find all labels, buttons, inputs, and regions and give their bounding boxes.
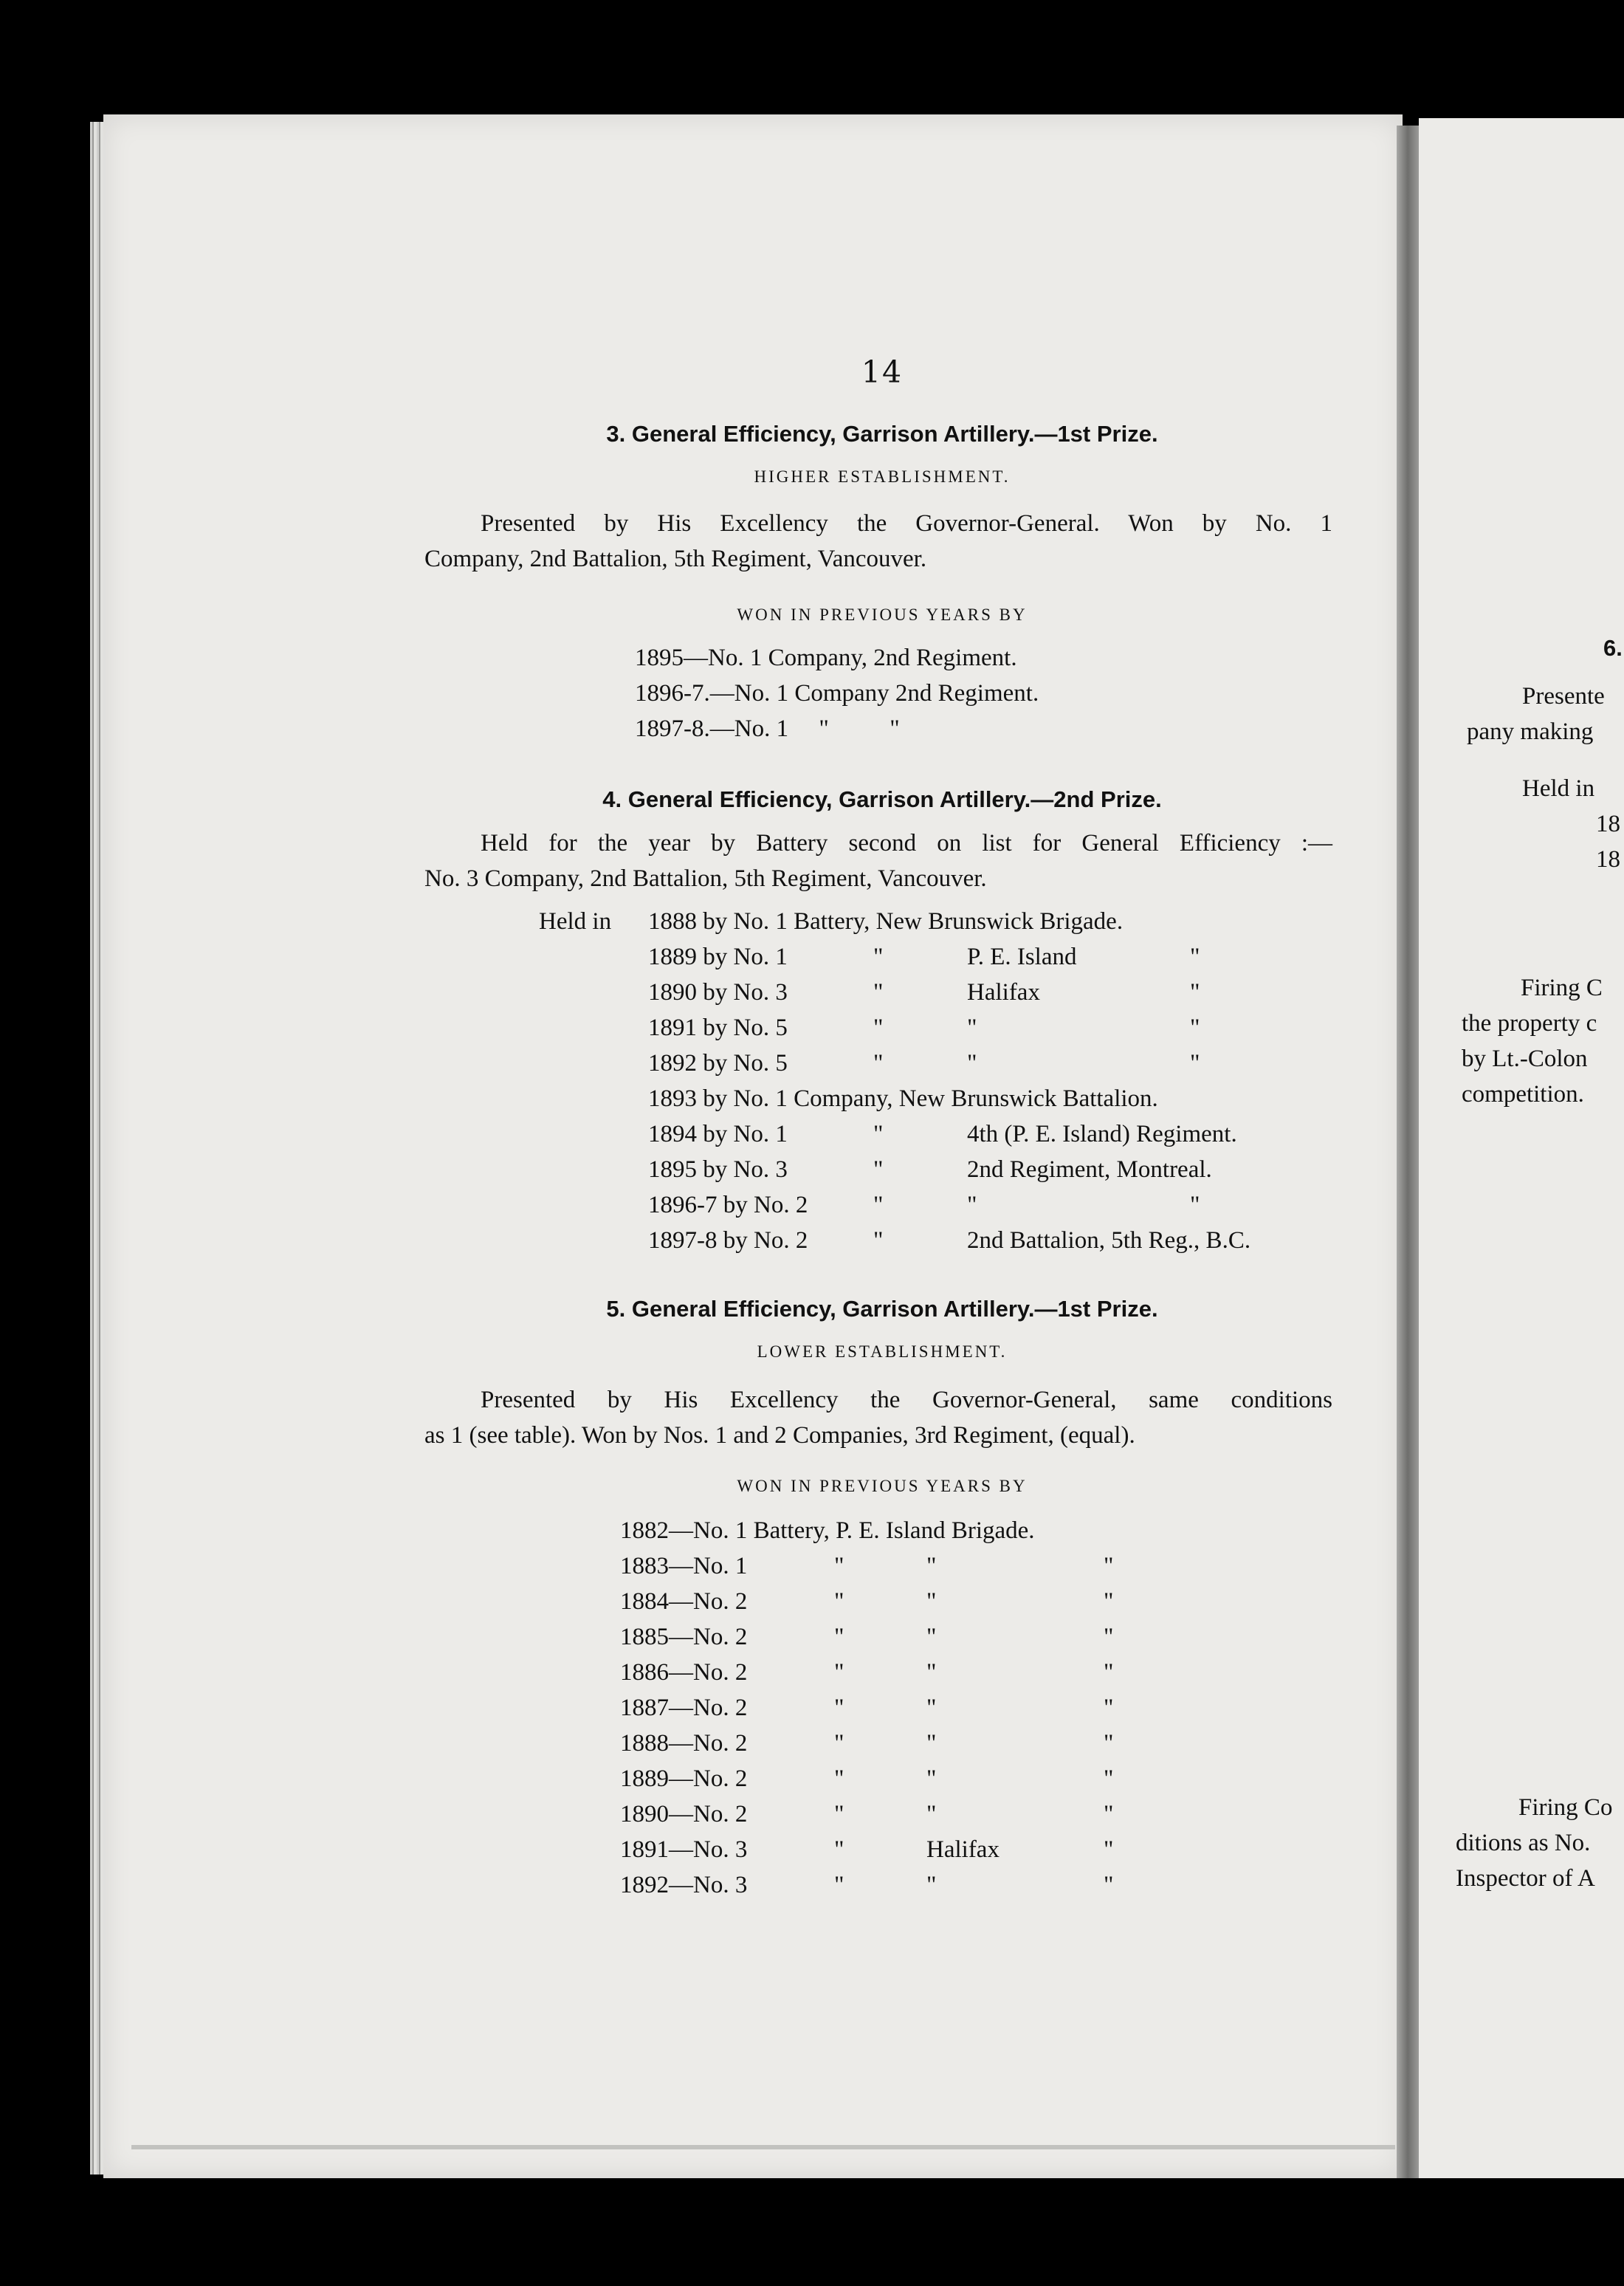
list-cell: " — [873, 944, 884, 970]
list-cell: " — [1104, 1553, 1114, 1579]
list-cell: " — [926, 1695, 937, 1721]
facing-text: competition. — [1462, 1081, 1584, 1108]
list-cell: " — [1190, 1015, 1200, 1041]
list-cell: 1889 by No. 1 — [648, 944, 788, 970]
section-3-paragraph: Presented by His Excellency the Governor-General. Won by No. 1 — [481, 510, 1332, 537]
list-cell: 1889—No. 2 — [620, 1765, 748, 1792]
list-item: 1896-7.—No. 1 Company 2nd Regiment. — [635, 680, 1039, 707]
facing-text: ditions as No. — [1456, 1830, 1591, 1856]
list-cell: " — [873, 1050, 884, 1077]
list-cell: 1885—No. 2 — [620, 1624, 748, 1650]
list-cell: Halifax — [967, 979, 1040, 1006]
list-cell: " — [1190, 1050, 1200, 1077]
list-cell: " — [1190, 944, 1200, 970]
list-cell: " — [834, 1553, 844, 1579]
list-cell: 1895 by No. 3 — [648, 1156, 788, 1183]
list-cell: 1892 by No. 5 — [648, 1050, 788, 1077]
list-cell: " — [834, 1730, 844, 1757]
list-cell: " — [834, 1659, 844, 1686]
list-cell: 1891—No. 3 — [620, 1836, 748, 1863]
list-cell: " — [1104, 1765, 1114, 1792]
facing-text: 6. — [1603, 635, 1623, 661]
list-cell: " — [873, 1015, 884, 1041]
list-cell: 1897-8 by No. 2 — [648, 1227, 808, 1254]
list-cell: " — [834, 1695, 844, 1721]
facing-text: Presente — [1522, 683, 1605, 710]
list-cell: " — [1190, 1192, 1200, 1218]
list-cell: " — [834, 1588, 844, 1615]
section-5-paragraph: Presented by His Excellency the Governor-General, same conditions — [481, 1387, 1332, 1413]
book-gutter — [1397, 126, 1419, 2178]
list-cell: " — [1104, 1872, 1114, 1898]
list-cell: " — [1104, 1695, 1114, 1721]
list-cell: 1896-7 by No. 2 — [648, 1192, 808, 1218]
section-3-heading: 3. General Efficiency, Garrison Artillery.—1st Prize. — [606, 421, 1158, 447]
list-cell: 1891 by No. 5 — [648, 1015, 788, 1041]
facing-text: Inspector of A — [1456, 1865, 1595, 1892]
list-item: 1895—No. 1 Company, 2nd Regiment. — [635, 645, 1017, 671]
section-4-paragraph-line2: No. 3 Company, 2nd Battalion, 5th Regiment, Vancouver. — [424, 865, 987, 892]
list-cell: 1886—No. 2 — [620, 1659, 748, 1686]
list-cell: " — [1104, 1836, 1114, 1863]
list-cell: " — [1104, 1624, 1114, 1650]
list-cell: " — [926, 1872, 937, 1898]
list-cell: " — [1104, 1588, 1114, 1615]
facing-page — [1419, 118, 1624, 2178]
list-cell: " — [926, 1553, 937, 1579]
facing-text: pany making — [1467, 718, 1594, 745]
section-4-paragraph: Held for the year by Battery second on list for General Efficiency :— — [481, 830, 1332, 857]
list-cell: " — [926, 1588, 937, 1615]
list-cell: 1887—No. 2 — [620, 1695, 748, 1721]
facing-text: Held in — [1522, 775, 1595, 802]
list-cell: P. E. Island — [967, 944, 1077, 970]
section-5-paragraph-line2: as 1 (see table). Won by Nos. 1 and 2 Companies, 3rd Regiment, (equal). — [424, 1422, 1135, 1449]
list-cell: 1894 by No. 1 — [648, 1121, 788, 1147]
list-cell: " — [926, 1659, 937, 1686]
list-cell: " — [834, 1836, 844, 1863]
list-cell: " — [834, 1765, 844, 1792]
facing-text: 18 — [1596, 846, 1620, 873]
list-cell: 1890—No. 2 — [620, 1801, 748, 1827]
held-in-label: Held in — [539, 908, 612, 935]
list-cell: 1893 by No. 1 Company, New Brunswick Battalion. — [648, 1085, 1158, 1112]
list-cell: " — [967, 1192, 977, 1218]
section-5-list-heading: WON IN PREVIOUS YEARS BY — [737, 1477, 1028, 1495]
list-cell: " — [926, 1801, 937, 1827]
list-cell: 2nd Battalion, 5th Reg., B.C. — [967, 1227, 1251, 1254]
list-cell: " — [1104, 1730, 1114, 1757]
list-cell: " — [1190, 979, 1200, 1006]
facing-text: Firing Co — [1518, 1794, 1613, 1821]
list-cell: " — [834, 1801, 844, 1827]
list-cell: " — [1104, 1659, 1114, 1686]
section-3-subheading: HIGHER ESTABLISHMENT. — [754, 467, 1011, 486]
section-4-heading: 4. General Efficiency, Garrison Artillery.—2nd Prize. — [602, 786, 1162, 812]
list-cell: " — [926, 1730, 937, 1757]
list-item: 1897-8.—No. 1 " " — [635, 715, 900, 742]
list-cell: " — [873, 1227, 884, 1254]
section-5-subheading: LOWER ESTABLISHMENT. — [757, 1342, 1008, 1361]
list-cell: " — [1104, 1801, 1114, 1827]
list-cell: 1888 by No. 1 Battery, New Brunswick Brigade. — [648, 908, 1124, 935]
section-5-heading: 5. General Efficiency, Garrison Artillery.—1st Prize. — [606, 1296, 1158, 1322]
list-cell: 2nd Regiment, Montreal. — [967, 1156, 1212, 1183]
page-number: 14 — [861, 354, 904, 390]
list-cell: " — [834, 1624, 844, 1650]
list-cell: Halifax — [926, 1836, 999, 1863]
list-cell: " — [873, 979, 884, 1006]
list-cell: 1888—No. 2 — [620, 1730, 748, 1757]
list-cell: " — [873, 1156, 884, 1183]
facing-text: the property c — [1462, 1010, 1597, 1037]
facing-text: Firing C — [1521, 975, 1603, 1001]
list-cell: " — [967, 1050, 977, 1077]
list-cell: " — [926, 1765, 937, 1792]
list-cell: 1882—No. 1 Battery, P. E. Island Brigade. — [620, 1517, 1035, 1544]
list-cell: 1883—No. 1 — [620, 1553, 748, 1579]
section-3-paragraph-line2: Company, 2nd Battalion, 5th Regiment, Vancouver. — [424, 546, 927, 572]
list-cell: 4th (P. E. Island) Regiment. — [967, 1121, 1237, 1147]
facing-text: 18 — [1596, 811, 1620, 837]
list-cell: " — [873, 1121, 884, 1147]
list-cell: " — [967, 1015, 977, 1041]
facing-text: by Lt.-Colon — [1462, 1046, 1588, 1072]
list-cell: 1892—No. 3 — [620, 1872, 748, 1898]
list-cell: " — [926, 1624, 937, 1650]
list-cell: " — [873, 1192, 884, 1218]
section-3-list-heading: WON IN PREVIOUS YEARS BY — [737, 605, 1028, 624]
list-cell: " — [834, 1872, 844, 1898]
list-cell: 1884—No. 2 — [620, 1588, 748, 1615]
list-cell: 1890 by No. 3 — [648, 979, 788, 1006]
page-crease — [131, 2145, 1395, 2149]
